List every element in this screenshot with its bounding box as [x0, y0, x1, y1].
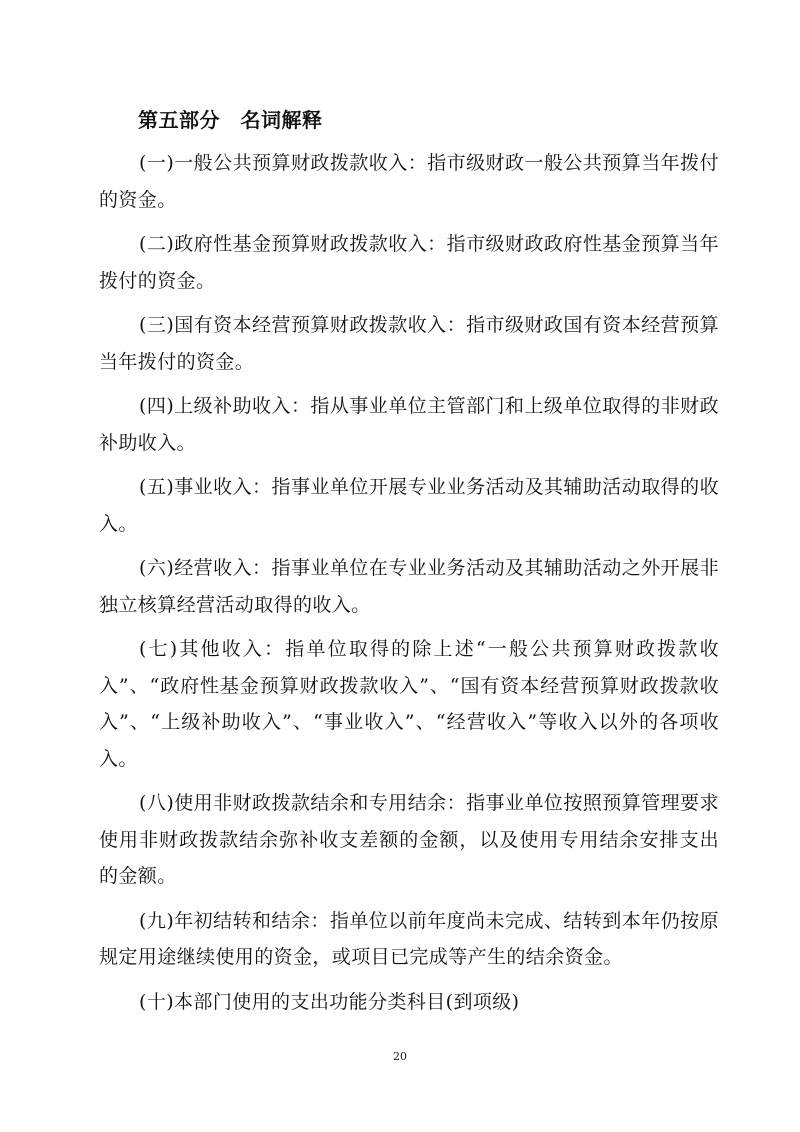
definition-paragraph: (三)国有资本经营预算财政拨款收入：指市级财政国有资本经营预算当年拨付的资金。 — [99, 314, 719, 373]
page-number: 20 — [393, 1050, 407, 1063]
definition-paragraph: (二)政府性基金预算财政拨款收入：指市级财政政府性基金预算当年拨付的资金。 — [99, 233, 719, 292]
definition-paragraph: (七)其他收入：指单位取得的除上述“一般公共预算财政拨款收入”、“政府性基金预算财政拨款收入”、“国有资本经营预算财政拨款收入”、“上级补助收入”、“事业收入”、“经营收入”等收入以外的各项收入。 — [99, 638, 719, 770]
definition-paragraph: (六)经营收入：指事业单位在专业业务活动及其辅助活动之外开展非独立核算经营活动取得的收入。 — [99, 557, 719, 616]
definition-paragraph: (九)年初结转和结余：指单位以前年度尚未完成、结转到本年仍按原规定用途继续使用的资金，或项目已完成等产生的结余资金。 — [99, 909, 719, 968]
definition-paragraph: (四)上级补助收入：指从事业单位主管部门和上级单位取得的非财政补助收入。 — [99, 395, 719, 454]
definition-paragraph: (一)一般公共预算财政拨款收入：指市级财政一般公共预算当年拨付的资金。 — [99, 152, 719, 211]
definitions-body — [99, 145, 719, 1028]
section-heading: 第五部分 名词解释 — [138, 108, 323, 132]
definition-paragraph: (八)使用非财政拨款结余和专用结余：指事业单位按照预算管理要求使用非财政拨款结余弥补收支差额的金额，以及使用专用结余安排支出的金额。 — [99, 792, 719, 887]
definition-paragraph: (五)事业收入：指事业单位开展专业业务活动及其辅助活动取得的收入。 — [99, 476, 719, 535]
definition-paragraph: (十)本部门使用的支出功能分类科目(到项级) — [139, 990, 520, 1013]
